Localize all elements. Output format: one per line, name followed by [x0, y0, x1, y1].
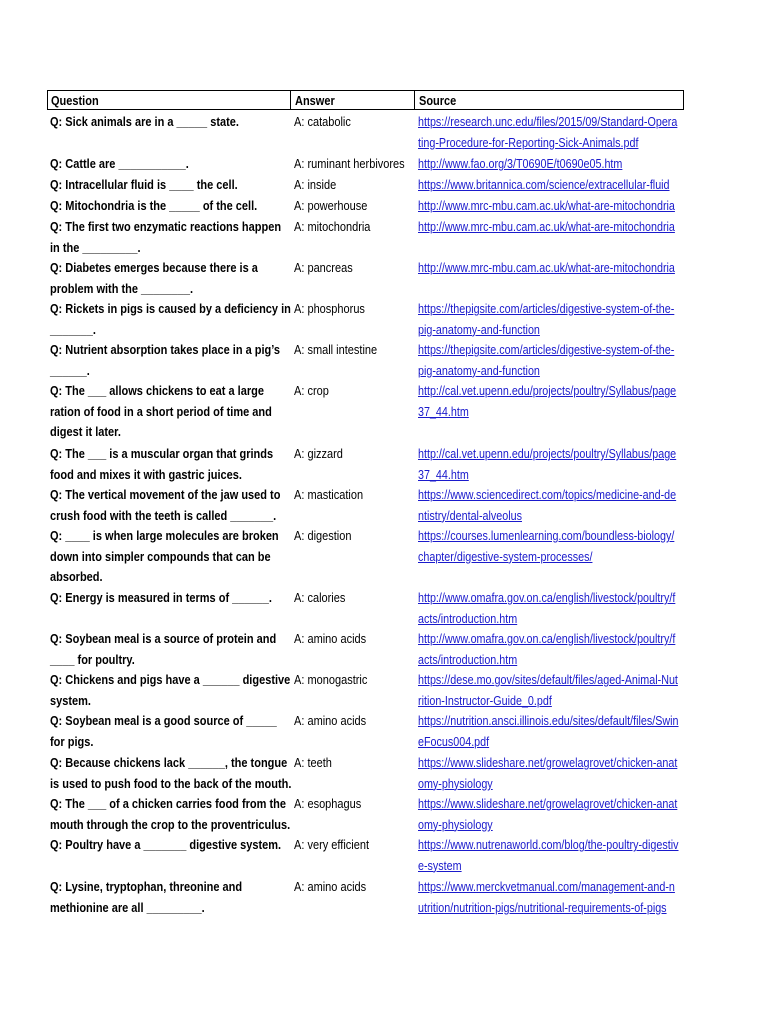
answer-cell: A: catabolic [294, 115, 351, 129]
question-cell: Q: Intracellular fluid is ____ the cell. [50, 178, 238, 192]
question-cell: Q: Cattle are ___________. [50, 157, 189, 171]
source-link[interactable]: https://research.unc.edu/files/2015/09/Standard-Operating-Procedure-for-Reporting-Sick-Animals.pdf [418, 115, 678, 150]
answer-cell: A: monogastric [294, 673, 368, 687]
source-link[interactable]: http://cal.vet.upenn.edu/projects/poultry/Syllabus/page37_44.htm [418, 447, 677, 482]
source-link[interactable]: https://courses.lumenlearning.com/boundless-biology/chapter/digestive-system-processes/ [418, 529, 675, 564]
answer-cell: A: amino acids [294, 632, 367, 646]
source-link[interactable]: https://dese.mo.gov/sites/default/files/aged-Animal-Nutrition-Instructor-Guide_0.pdf [418, 673, 678, 708]
question-cell: Q: Soybean meal is a source of protein and ____ for poultry. [50, 632, 277, 667]
question-cell: Q: The first two enzymatic reactions happen in the _________. [50, 220, 282, 255]
question-cell: Q: Lysine, tryptophan, threonine and methionine are all _________. [50, 880, 243, 915]
source-link[interactable]: http://cal.vet.upenn.edu/projects/poultry/Syllabus/page37_44.htm [418, 384, 677, 419]
answer-cell: A: pancreas [294, 261, 353, 275]
answer-cell: A: ruminant herbivores [294, 157, 405, 171]
answer-cell: A: inside [294, 178, 337, 192]
question-cell: Q: Sick animals are in a _____ state. [50, 115, 239, 129]
question-cell: Q: Diabetes emerges because there is a problem with the ________. [50, 261, 258, 296]
answer-cell: A: very efficient [294, 838, 370, 852]
answer-cell: A: digestion [294, 529, 352, 543]
source-link[interactable]: https://nutrition.ansci.illinois.edu/sites/default/files/SwineFocus004.pdf [418, 714, 679, 749]
source-link[interactable]: https://thepigsite.com/articles/digestive-system-of-the-pig-anatomy-and-function [418, 343, 675, 378]
answer-cell: A: teeth [294, 756, 332, 770]
header-source: Source [419, 94, 457, 108]
answer-cell: A: amino acids [294, 714, 367, 728]
answer-cell: A: small intestine [294, 343, 378, 357]
answer-cell: A: gizzard [294, 447, 343, 461]
question-cell: Q: The ___ of a chicken carries food from the mouth through the crop to the proventriculus. [50, 797, 291, 832]
header-question: Question [51, 94, 99, 108]
answer-cell: A: phosphorus [294, 302, 365, 316]
source-link[interactable]: http://www.omafra.gov.on.ca/english/livestock/poultry/facts/introduction.htm [418, 591, 676, 626]
source-link[interactable]: https://www.slideshare.net/growelagrovet/chicken-anatomy-physiology [418, 797, 678, 832]
source-link[interactable]: https://thepigsite.com/articles/digestive-system-of-the-pig-anatomy-and-function [418, 302, 675, 337]
answer-cell: A: powerhouse [294, 199, 368, 213]
source-link[interactable]: http://www.mrc-mbu.cam.ac.uk/what-are-mitochondria [418, 220, 675, 234]
answer-cell: A: esophagus [294, 797, 362, 811]
column-divider [290, 91, 291, 109]
question-cell: Q: ____ is when large molecules are broken down into simpler compounds that can be absorbed. [50, 529, 279, 585]
source-link[interactable]: https://www.nutrenaworld.com/blog/the-poultry-digestive-system [418, 838, 679, 873]
question-cell: Q: The ___ is a muscular organ that grinds food and mixes it with gastric juices. [50, 447, 274, 482]
question-cell: Q: Because chickens lack ______, the tongue is used to push food to the back of the mouth. [50, 756, 292, 791]
question-cell: Q: Chickens and pigs have a ______ digestive system. [50, 673, 291, 708]
question-cell: Q: Mitochondria is the _____ of the cell. [50, 199, 258, 213]
source-link[interactable]: http://www.mrc-mbu.cam.ac.uk/what-are-mitochondria [418, 199, 675, 213]
source-link[interactable]: https://www.slideshare.net/growelagrovet/chicken-anatomy-physiology [418, 756, 678, 791]
answer-cell: A: crop [294, 384, 329, 398]
source-link[interactable]: https://www.britannica.com/science/extracellular-fluid [418, 178, 670, 192]
question-cell: Q: Nutrient absorption takes place in a pig’s ______. [50, 343, 281, 378]
source-link[interactable]: http://www.omafra.gov.on.ca/english/livestock/poultry/facts/introduction.htm [418, 632, 676, 667]
source-link[interactable]: https://www.merckvetmanual.com/management-and-nutrition/nutrition-pigs/nutritional-requirements-of-pigs [418, 880, 675, 915]
question-cell: Q: Soybean meal is a good source of _____ for pigs. [50, 714, 277, 749]
header-answer: Answer [295, 94, 335, 108]
column-divider [414, 91, 415, 109]
question-cell: Q: The ___ allows chickens to eat a large ration of food in a short period of time and digest it later. [50, 384, 272, 440]
answer-cell: A: calories [294, 591, 346, 605]
answer-cell: A: amino acids [294, 880, 367, 894]
question-cell: Q: Poultry have a _______ digestive system. [50, 838, 282, 852]
question-cell: Q: Energy is measured in terms of ______. [50, 591, 272, 605]
table-header [47, 90, 684, 110]
question-cell: Q: Rickets in pigs is caused by a deficiency in _______. [50, 302, 291, 337]
answer-cell: A: mitochondria [294, 220, 371, 234]
source-link[interactable]: http://www.mrc-mbu.cam.ac.uk/what-are-mitochondria [418, 261, 675, 275]
question-cell: Q: The vertical movement of the jaw used to crush food with the teeth is called _______. [50, 488, 281, 523]
source-link[interactable]: https://www.sciencedirect.com/topics/medicine-and-dentistry/dental-alveolus [418, 488, 677, 523]
answer-cell: A: mastication [294, 488, 364, 502]
source-link[interactable]: http://www.fao.org/3/T0690E/t0690e05.htm [418, 157, 623, 171]
